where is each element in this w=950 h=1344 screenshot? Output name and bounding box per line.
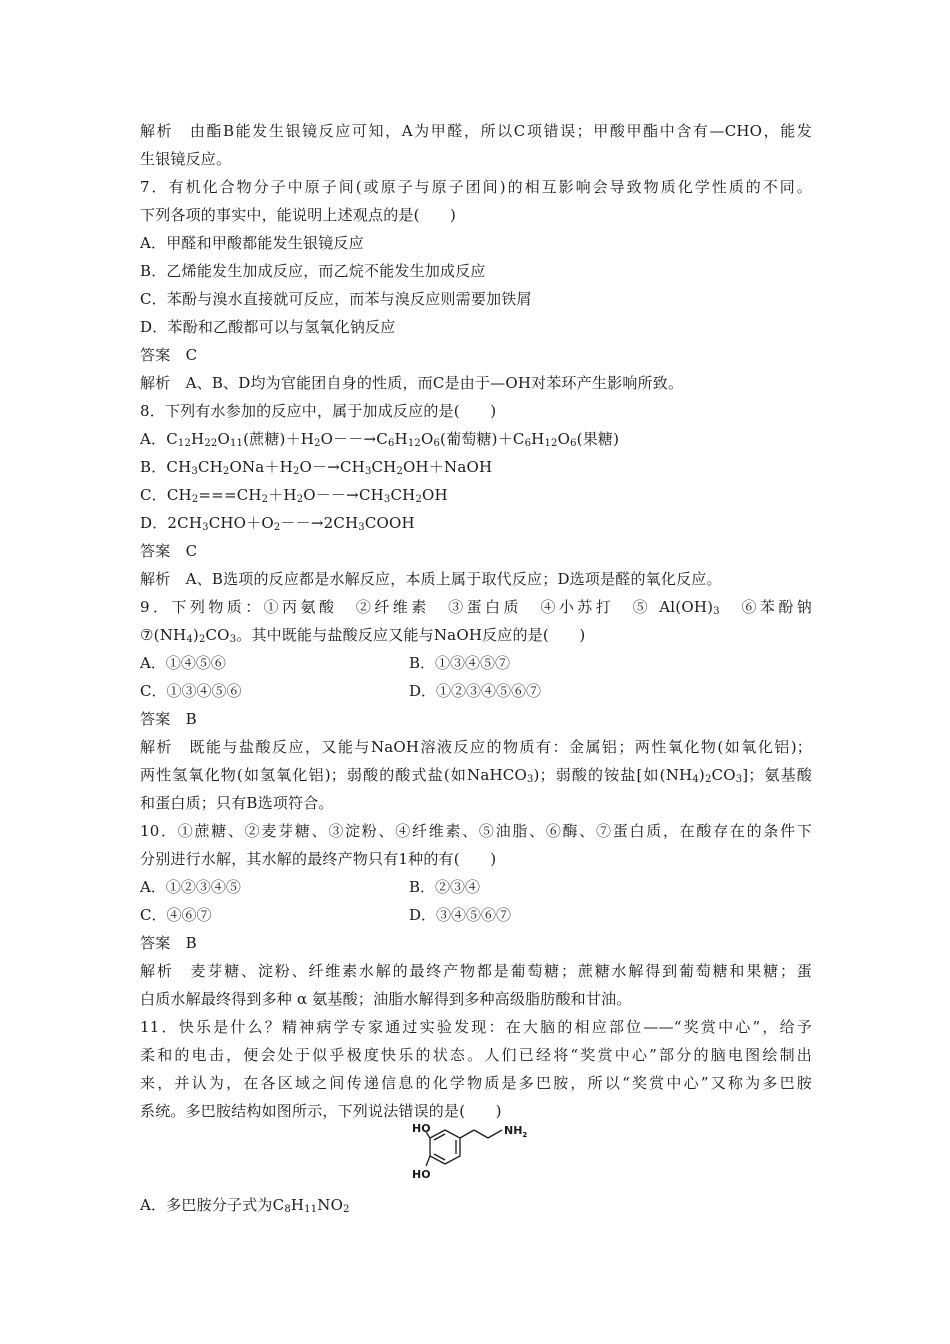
- question-8-option-c: C．$CH_2===CH_2+H_2O--\to CH_3CH_2OH$: [140, 486, 448, 505]
- question-7-answer: 答案 C: [140, 346, 198, 364]
- question-9-stem-line2: $⑦(NH_4)_2CO_3$。其中既能与盐酸反应又能与NaOH反应的是( ): [140, 626, 586, 645]
- question-9-answer: 答案 B: [140, 710, 197, 728]
- question-11-stem-line3: 来，并认为，在各区域之间传递信息的化学物质是多巴胺，所以“奖赏中心”又称为多巴胺: [140, 1074, 812, 1092]
- ho-label-bottom: HO: [412, 1168, 431, 1181]
- question-10-explanation-line1: 解析 麦芽糖、淀粉、纤维素水解的最终产物都是葡萄糖；蔗糖水解得到葡萄糖和果糖；蛋: [140, 962, 812, 980]
- question-10-answer: 答案 B: [140, 934, 197, 952]
- question-10-option-b: B．②③④: [409, 878, 481, 896]
- question-7-stem-line2: 下列各项的事实中，能说明上述观点的是( ): [140, 206, 457, 224]
- question-9-option-a: A．①④⑤⑥: [140, 654, 226, 672]
- dopamine-structure: [412, 1118, 542, 1192]
- question-9-option-b: B．①③④⑤⑦: [409, 654, 511, 672]
- question-7-stem-line1: 7．有机化合物分子中原子间(或原子与原子团间)的相互影响会导致物质化学性质的不同。: [140, 178, 812, 196]
- nh2-label: $NH_2$: [504, 1124, 528, 1139]
- question-11-stem-line1: 11．快乐是什么？精神病学专家通过实验发现：在大脑的相应部位——“奖赏中心”，给予: [140, 1018, 812, 1036]
- question-7-option-b: B．乙烯能发生加成反应，而乙烷不能发生加成反应: [140, 262, 486, 280]
- question-8-option-b: B．$CH_3CH_2ONa+H_2O-\to CH_3CH_2OH+NaOH$: [140, 458, 493, 477]
- question-11-option-a: A．多巴胺分子式为$C_8H_{11}NO_2$: [140, 1196, 350, 1215]
- question-8-stem: 8．下列有水参加的反应中，属于加成反应的是( ): [140, 402, 497, 420]
- explanation-q6-line2: 生银镜反应。: [140, 150, 232, 168]
- question-8-answer: 答案 C: [140, 542, 198, 560]
- question-7-option-a: A．甲醛和甲酸都能发生银镜反应: [140, 234, 364, 252]
- question-10-option-d: D．③④⑤⑥⑦: [409, 906, 512, 924]
- question-9-explanation-line2: 两性氢氧化物(如氢氧化铝)；弱酸的酸式盐(如NaHCO$_3$)；弱酸的铵盐[如$(NH_4)_2CO_3$]；氨基酸: [140, 766, 812, 785]
- question-9-option-d: D．①②③④⑤⑥⑦: [409, 682, 542, 700]
- question-10-stem-line1: 10．①蔗糖、②麦芽糖、③淀粉、④纤维素、⑤油脂、⑥酶、⑦蛋白质，在酸存在的条件下: [140, 822, 812, 840]
- question-10-stem-line2: 分别进行水解，其水解的最终产物只有1种的有( ): [140, 850, 497, 868]
- question-9-option-c: C．①③④⑤⑥: [140, 682, 242, 700]
- question-10-explanation-line2: 白质水解最终得到多种 α 氨基酸；油脂水解得到多种高级脂肪酸和甘油。: [140, 990, 632, 1008]
- question-9-stem-line1: 9．下列物质：①丙氨酸 ②纤维素 ③蛋白质 ④小苏打 ⑤ $Al(OH)_3$ ⑥苯酚钠: [140, 598, 812, 617]
- question-9-explanation-line1: 解析 既能与盐酸反应，又能与NaOH溶液反应的物质有：金属铝；两性氧化物(如氧化铝)；: [140, 738, 812, 756]
- question-10-option-a: A．①②③④⑤: [140, 878, 241, 896]
- question-8-option-a: A．$C_{12}H_{22}O_{11}$(蔗糖)$+H_2O--\to C_6H_{12}O_6$(葡萄糖)$+C_6H_{12}O_6$(果糖): [140, 430, 620, 449]
- ho-label-top: HO: [412, 1122, 431, 1135]
- question-10-option-c: C．④⑥⑦: [140, 906, 212, 924]
- question-11-stem-line2: 柔和的电击，便会处于似乎极度快乐的状态。人们已经将“奖赏中心”部分的脑电图绘制出: [140, 1046, 812, 1064]
- question-8-explanation: 解析 A、B选项的反应都是水解反应，本质上属于取代反应；D选项是醛的氧化反应。: [140, 570, 722, 588]
- question-7-explanation: 解析 A、B、D均为官能团自身的性质，而C是由于—OH对苯环产生影响所致。: [140, 374, 684, 392]
- question-7-option-c: C．苯酚与溴水直接就可反应，而苯与溴反应则需要加铁屑: [140, 290, 532, 308]
- question-9-explanation-line3: 和蛋白质；只有B选项符合。: [140, 794, 334, 812]
- question-11-stem-line4: 系统。多巴胺结构如图所示，下列说法错误的是( ): [140, 1102, 502, 1120]
- question-7-option-d: D．苯酚和乙酸都可以与氢氧化钠反应: [140, 318, 396, 336]
- explanation-q6-line1: 解析 由酯B能发生银镜反应可知，A为甲醛，所以C项错误；甲酸甲酯中含有—CHO，能发: [140, 122, 812, 140]
- question-8-option-d: D．$2CH_3CHO+O_2--\to 2CH_3COOH$: [140, 514, 415, 533]
